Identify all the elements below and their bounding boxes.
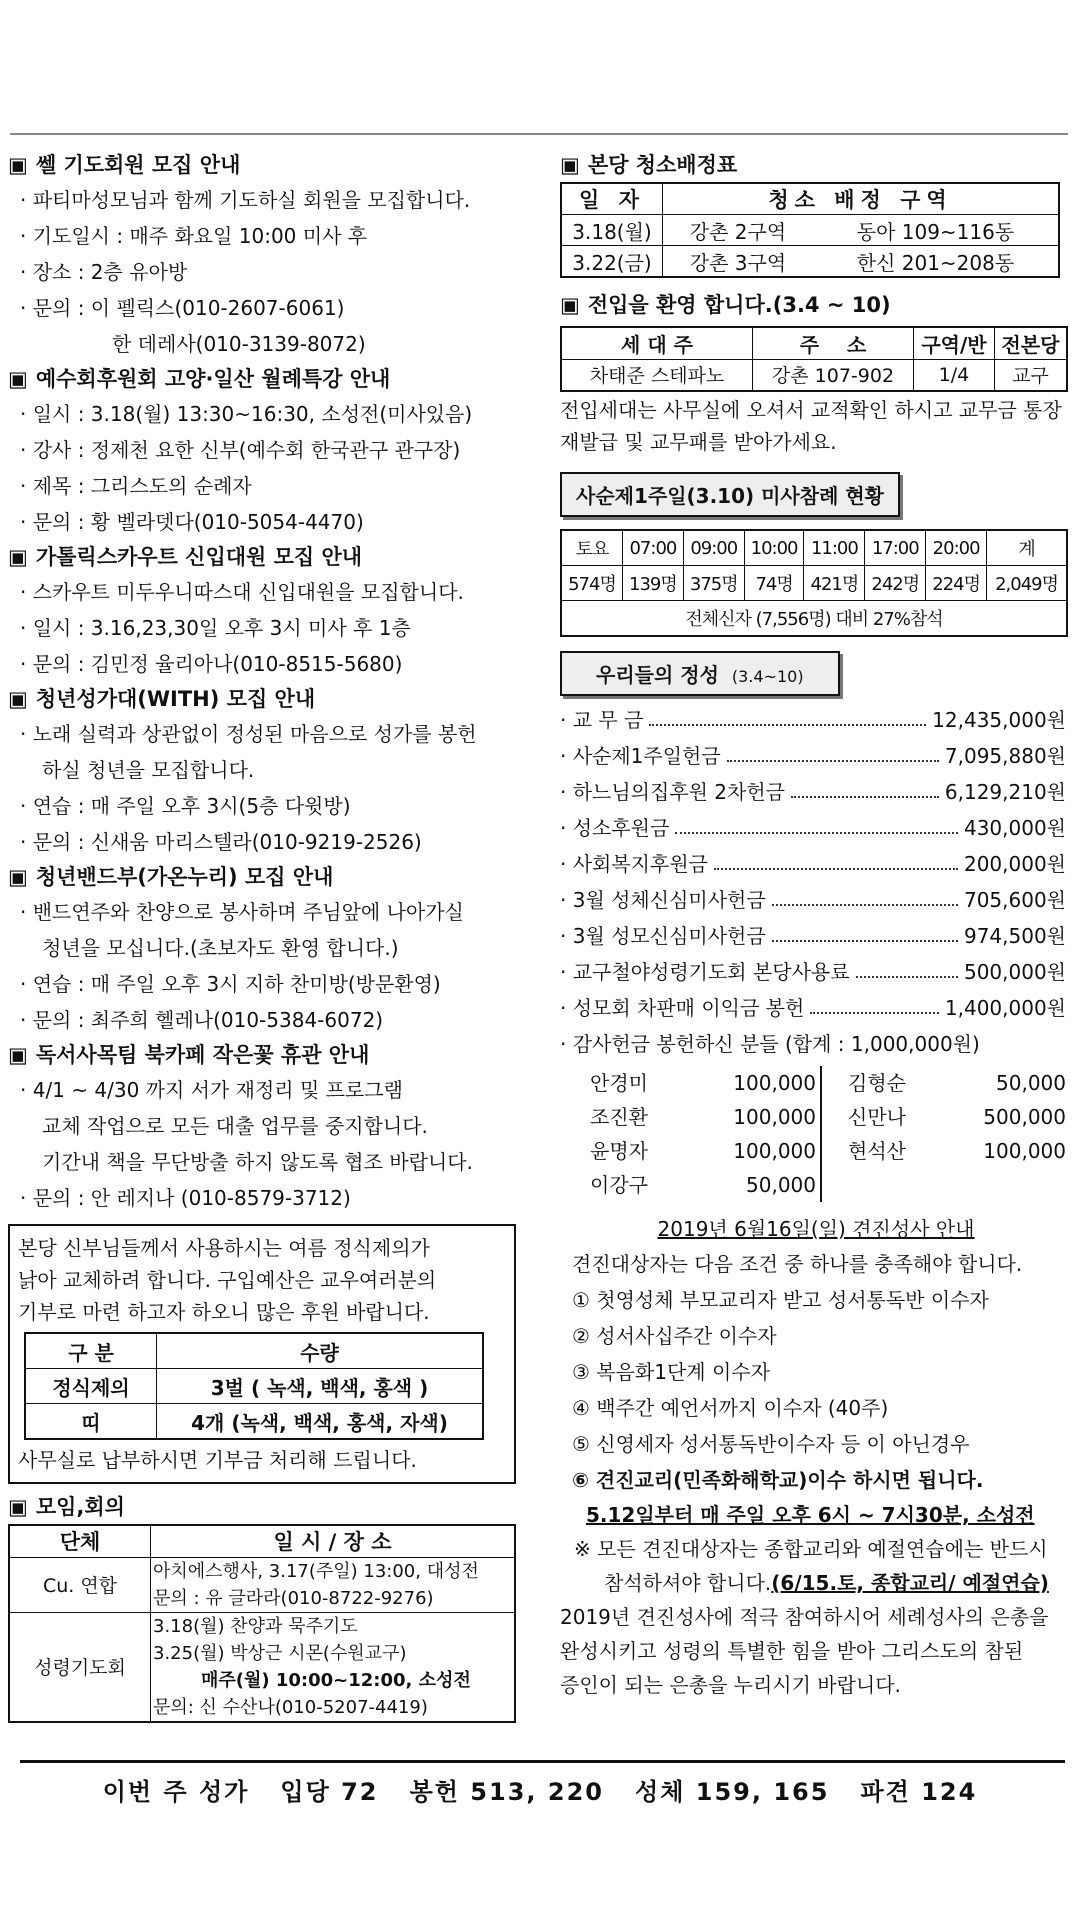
text-line: 본당 신부님들께서 사용하시는 여름 정식제의가 <box>18 1236 430 1260</box>
top-rule <box>10 133 1068 135</box>
donor-row <box>848 1066 1066 1100</box>
section-mass-attendance <box>560 472 1072 637</box>
table-header: 일 자 <box>561 183 663 215</box>
item-value: 705,600원 <box>963 888 1066 912</box>
item-label: · 성소후원금 <box>560 816 670 840</box>
section-cell-prayer <box>8 148 516 362</box>
donor-name: 윤명자 <box>590 1139 648 1163</box>
table-cell: 574명 <box>561 566 622 601</box>
table-header: 구역/반 <box>914 327 995 359</box>
meetings-table <box>8 1524 516 1723</box>
donor-amount: 50,000 <box>996 1071 1066 1095</box>
text-line: 사무실로 납부하시면 기부금 처리해 드립니다. <box>18 1448 417 1472</box>
table-cell: 성령기도회 <box>9 1612 151 1722</box>
section-title: 모임,회의 <box>35 1495 125 1519</box>
table-header: 계 <box>987 530 1067 566</box>
table-cell: 한신 201~208동 <box>813 246 1059 278</box>
donor-grid <box>560 1066 1072 1202</box>
table-cell: 정식제의 <box>25 1369 157 1404</box>
text-line: · 문의 : 안 레지나 (010-8579-3712) <box>20 1186 351 1210</box>
list-item: ⑤ 신영세자 성서통독반이수자 등 이 아닌경우 <box>572 1432 970 1456</box>
table-cell: 1/4 <box>914 359 995 391</box>
section-title: 가톨릭스카우트 신입대원 모집 안내 <box>35 545 363 569</box>
section-title: 전입을 환영 합니다.(3.4 ~ 10) <box>587 293 891 317</box>
item-value: 200,000원 <box>963 852 1066 876</box>
text-line: 2019년 견진성사에 적극 참여하시어 세례성사의 은총을 <box>560 1605 1049 1629</box>
section-offerings <box>560 651 1072 1202</box>
text-line: 한 데레사(010-3139-8072) <box>112 332 366 356</box>
text-line: 하실 청년을 모집합니다. <box>42 758 255 782</box>
hymn-footer: 이번 주 성가 입당 72 봉헌 513, 220 성체 159, 165 파견 124 <box>102 1778 978 1806</box>
text-line: 3.25(월) 박상근 시몬(수원교구) <box>153 1642 407 1664</box>
note-date: (6/15.토, 종합교리/ 예절연습) <box>771 1571 1049 1595</box>
left-column <box>8 148 516 1723</box>
list-item <box>560 954 1066 990</box>
text-line: 낡아 교체하려 합니다. 구입예산은 교우여러분의 <box>18 1268 437 1292</box>
table-header: 전본당 <box>994 327 1067 359</box>
text-line: 청년을 모십니다.(초보자도 환영 합니다.) <box>42 936 399 960</box>
item-value: 974,500원 <box>963 924 1066 948</box>
table-cell: 375명 <box>683 566 744 601</box>
item-label: · 사순제1주일헌금 <box>560 744 721 768</box>
square-bullet-icon: ▣ <box>8 367 28 391</box>
square-bullet-icon: ▣ <box>8 1495 28 1519</box>
text-line: · 제목 : 그리스도의 순례자 <box>20 474 252 498</box>
section-title: 쎌 기도회원 모집 안내 <box>35 153 241 177</box>
donor-row <box>848 1100 1066 1134</box>
table-cell: 3벌 ( 녹색, 백색, 홍색 ) <box>157 1369 484 1404</box>
list-item <box>560 774 1066 810</box>
table-header: 17:00 <box>865 530 926 566</box>
table-header: 청소 배정 구역 <box>663 183 1060 215</box>
text-line: · 노래 실력과 상관없이 정성된 마음으로 성가를 봉헌 <box>20 722 477 746</box>
right-column <box>560 148 1072 1702</box>
section-title: 청년밴드부(가온누리) 모집 안내 <box>35 865 334 889</box>
footer-rule <box>20 1760 1065 1763</box>
table-header: 구 분 <box>25 1333 157 1369</box>
text-line: · 일시 : 3.18(월) 13:30~16:30, 소성전(미사있음) <box>20 402 473 426</box>
item-value: 500,000원 <box>963 960 1066 984</box>
text-line: · 장소 : 2층 유아방 <box>20 260 188 284</box>
table-header: 20:00 <box>926 530 987 566</box>
square-bullet-icon: ▣ <box>560 153 580 177</box>
table-cell: 3.22(금) <box>561 246 663 278</box>
donor-row <box>848 1134 1066 1168</box>
donor-name: 안경미 <box>590 1071 648 1095</box>
list-item <box>560 738 1066 774</box>
donor-name: 김형순 <box>848 1071 906 1095</box>
item-value: 1,400,000원 <box>944 996 1066 1020</box>
table-header: 11:00 <box>804 530 865 566</box>
table-cell: 224명 <box>926 566 987 601</box>
text-line: 증인이 되는 은총을 누리시기 바랍니다. <box>560 1673 901 1697</box>
table-cell: 242명 <box>865 566 926 601</box>
text-line: 문의: 신 수산나(010-5207-4419) <box>153 1696 428 1718</box>
item-label: · 교구철야성령기도회 본당사용료 <box>560 960 850 984</box>
section-meetings <box>8 1490 516 1723</box>
text-line: · 연습 : 매 주일 오후 3시(5층 다윗방) <box>20 794 351 818</box>
table-header: 세 대 주 <box>561 327 753 359</box>
square-bullet-icon: ▣ <box>8 865 28 889</box>
text-line: 전입세대는 사무실에 오셔서 교적확인 하시고 교무금 통장 <box>560 398 1062 422</box>
list-item <box>560 846 1066 882</box>
text-line: · 스카우트 미두우니따스대 신입대원을 모집합니다. <box>20 580 464 604</box>
table-cell: 3.18(월) <box>561 215 663 246</box>
item-value: 12,435,000원 <box>932 708 1066 732</box>
mass-table <box>560 529 1068 637</box>
table-cell: 강촌 107-902 <box>753 359 914 391</box>
item-value: 7,095,880원 <box>944 744 1066 768</box>
square-bullet-icon: ▣ <box>8 687 28 711</box>
text-line: · 문의 : 최주희 헬레나(010-5384-6072) <box>20 1008 384 1032</box>
table-cell: 교구 <box>994 359 1067 391</box>
donor-amount: 50,000 <box>746 1173 816 1197</box>
schedule-line: 5.12일부터 매 주일 오후 6시 ~ 7시30분, 소성전 <box>586 1503 1035 1527</box>
text-line: 매주(월) 10:00~12:00, 소성전 <box>201 1669 471 1691</box>
donor-name: 신만나 <box>848 1105 906 1129</box>
table-cell: 강촌 3구역 <box>663 246 813 278</box>
donor-row <box>590 1066 820 1100</box>
table-cell: 동아 109~116동 <box>813 215 1059 246</box>
donor-column-left <box>590 1066 822 1202</box>
table-header: 10:00 <box>744 530 804 566</box>
donor-amount: 500,000 <box>983 1105 1066 1129</box>
donor-name: 현석산 <box>848 1139 906 1163</box>
text-line: 기부로 마련 하고자 하오니 많은 후원 바랍니다. <box>18 1300 430 1324</box>
section-title: 예수회후원회 고양·일산 월례특강 안내 <box>35 367 391 391</box>
table-header: 단체 <box>9 1525 151 1557</box>
donor-row <box>590 1100 820 1134</box>
square-bullet-icon: ▣ <box>560 293 580 317</box>
table-cell: 2,049명 <box>987 566 1067 601</box>
table-cell: 4개 (녹색, 백색, 홍색, 자색) <box>157 1404 484 1440</box>
text-line: · 기도일시 : 매주 화요일 10:00 미사 후 <box>20 224 368 248</box>
section-confirmation <box>560 1212 1072 1702</box>
text-line: 교체 작업으로 모든 대출 업무를 중지합니다. <box>42 1114 428 1138</box>
item-label: · 3월 성모신심미사헌금 <box>560 924 766 948</box>
text-line: · 파티마성모님과 함께 기도하실 회원을 모집합니다. <box>20 188 471 212</box>
table-header: 일 시 / 장 소 <box>151 1525 516 1557</box>
table-cell: 띠 <box>25 1404 157 1440</box>
offering-title: 우리들의 정성 <box>596 663 719 687</box>
confirmation-title: 2019년 6월16일(일) 견진성사 안내 <box>657 1217 975 1241</box>
text-line: · 연습 : 매 주일 오후 3시 지하 찬미방(방문환영) <box>20 972 441 996</box>
table-header: 07:00 <box>622 530 683 566</box>
donor-amount: 100,000 <box>733 1071 816 1095</box>
section-jesuit-lecture <box>8 362 516 540</box>
table-header: 수량 <box>157 1333 484 1369</box>
text-line: 3.18(월) 찬양과 묵주기도 <box>153 1615 358 1637</box>
section-cleaning <box>560 148 1072 278</box>
table-header: 토요 <box>561 530 622 566</box>
section-youth-band <box>8 860 516 1038</box>
table-cell: 전체신자 (7,556명) 대비 27%참석 <box>561 601 1067 637</box>
donor-amount: 100,000 <box>733 1105 816 1129</box>
table-header: 주 소 <box>753 327 914 359</box>
square-bullet-icon: ▣ <box>8 545 28 569</box>
text-line: · 4/1 ~ 4/30 까지 서가 재정리 및 프로그램 <box>20 1078 403 1102</box>
donor-amount: 100,000 <box>983 1139 1066 1163</box>
table-cell: 74명 <box>744 566 804 601</box>
item-label: · 교 무 금 <box>560 708 644 732</box>
list-item: ⑥ 견진교리(민족화해학교)이수 하시면 됩니다. <box>572 1468 984 1492</box>
text-line: · 문의 : 김민정 율리아나(010-8515-5680) <box>20 652 403 676</box>
section-title: 청년성가대(WITH) 모집 안내 <box>35 687 316 711</box>
section-scout <box>8 540 516 682</box>
text-line: ※ 모든 견진대상자는 종합교리와 예절연습에는 반드시 <box>574 1537 1048 1561</box>
donor-row <box>590 1168 820 1202</box>
text-line: · 문의 : 신새움 마리스텔라(010-9219-2526) <box>20 830 422 854</box>
donor-name: 이강구 <box>590 1173 648 1197</box>
text-line: · 문의 : 황 벨라뎃다(010-5054-4470) <box>20 510 364 534</box>
item-label: · 3월 성체신심미사헌금 <box>560 888 766 912</box>
section-youth-choir <box>8 682 516 860</box>
welcome-table <box>560 326 1068 392</box>
list-item: ③ 복음화1단계 이수자 <box>572 1360 770 1384</box>
list-item <box>560 918 1066 954</box>
item-label: · 하느님의집후원 2차헌금 <box>560 780 785 804</box>
list-item: ② 성서사십주간 이수자 <box>572 1324 777 1348</box>
donor-amount: 100,000 <box>733 1139 816 1163</box>
section-title: 본당 청소배정표 <box>587 153 738 177</box>
offering-label <box>560 651 840 696</box>
text-line: · 일시 : 3.16,23,30일 오후 3시 미사 후 1층 <box>20 616 411 640</box>
vestment-donation-box <box>8 1224 516 1484</box>
cleaning-table <box>560 182 1060 278</box>
square-bullet-icon: ▣ <box>8 1043 28 1067</box>
list-item <box>560 702 1066 738</box>
list-item <box>560 810 1066 846</box>
text-line: 완성시키고 성령의 특별한 힘을 받아 그리스도의 참된 <box>560 1639 1024 1663</box>
text-line: 견진대상자는 다음 조건 중 하나를 충족해야 합니다. <box>572 1252 1023 1276</box>
table-header: 09:00 <box>683 530 744 566</box>
text-line: 기간내 책을 무단방출 하지 않도록 협조 바랍니다. <box>42 1150 473 1174</box>
list-item <box>560 882 1066 918</box>
mass-attendance-label: 사순제1주일(3.10) 미사참례 현황 <box>560 472 900 517</box>
list-item <box>560 990 1066 1026</box>
text-line: 문의 : 유 글라라(010-8722-9276) <box>153 1587 434 1609</box>
section-title: 독서사목팀 북카페 작은꽃 휴관 안내 <box>35 1043 370 1067</box>
square-bullet-icon: ▣ <box>8 153 28 177</box>
donor-name: 조진환 <box>590 1105 648 1129</box>
text-line <box>560 1566 1072 1600</box>
offering-list <box>560 702 1066 1062</box>
table-cell: 강촌 2구역 <box>663 215 813 246</box>
text-line: · 문의 : 이 펠릭스(010-2607-6061) <box>20 296 345 320</box>
item-label: · 사회복지후원금 <box>560 852 708 876</box>
text-line: · 밴드연주와 찬양으로 봉사하며 주님앞에 나아가실 <box>20 900 464 924</box>
table-cell: 421명 <box>804 566 865 601</box>
text-line: 아치에스행사, 3.17(주일) 13:00, 대성전 <box>153 1560 479 1582</box>
thanks-line: · 감사헌금 봉헌하신 분들 (합계 : 1,000,000원) <box>560 1032 980 1056</box>
table-cell: 차태준 스테파노 <box>561 359 753 391</box>
donor-column-right <box>822 1066 1066 1202</box>
item-value: 430,000원 <box>963 816 1066 840</box>
section-book-cafe <box>8 1038 516 1216</box>
item-label: · 성모회 차판매 이익금 봉헌 <box>560 996 805 1020</box>
list-item: ① 첫영성체 부모교리자 받고 성서통독반 이수자 <box>572 1288 989 1312</box>
table-cell: Cu. 연합 <box>9 1557 151 1612</box>
vestment-table <box>24 1332 484 1440</box>
list-item: ④ 백주간 예언서까지 이수자 (40주) <box>572 1396 889 1420</box>
note-text: 참석하셔야 합니다. <box>604 1571 772 1595</box>
text-line: · 강사 : 정제천 요한 신부(예수회 한국관구 관구장) <box>20 438 461 462</box>
donor-row <box>590 1134 820 1168</box>
offering-period: (3.4~10) <box>731 667 804 686</box>
text-line: 재발급 및 교무패를 받아가세요. <box>560 430 837 454</box>
table-cell: 139명 <box>622 566 683 601</box>
item-value: 6,129,210원 <box>944 780 1066 804</box>
section-welcome <box>560 288 1072 458</box>
